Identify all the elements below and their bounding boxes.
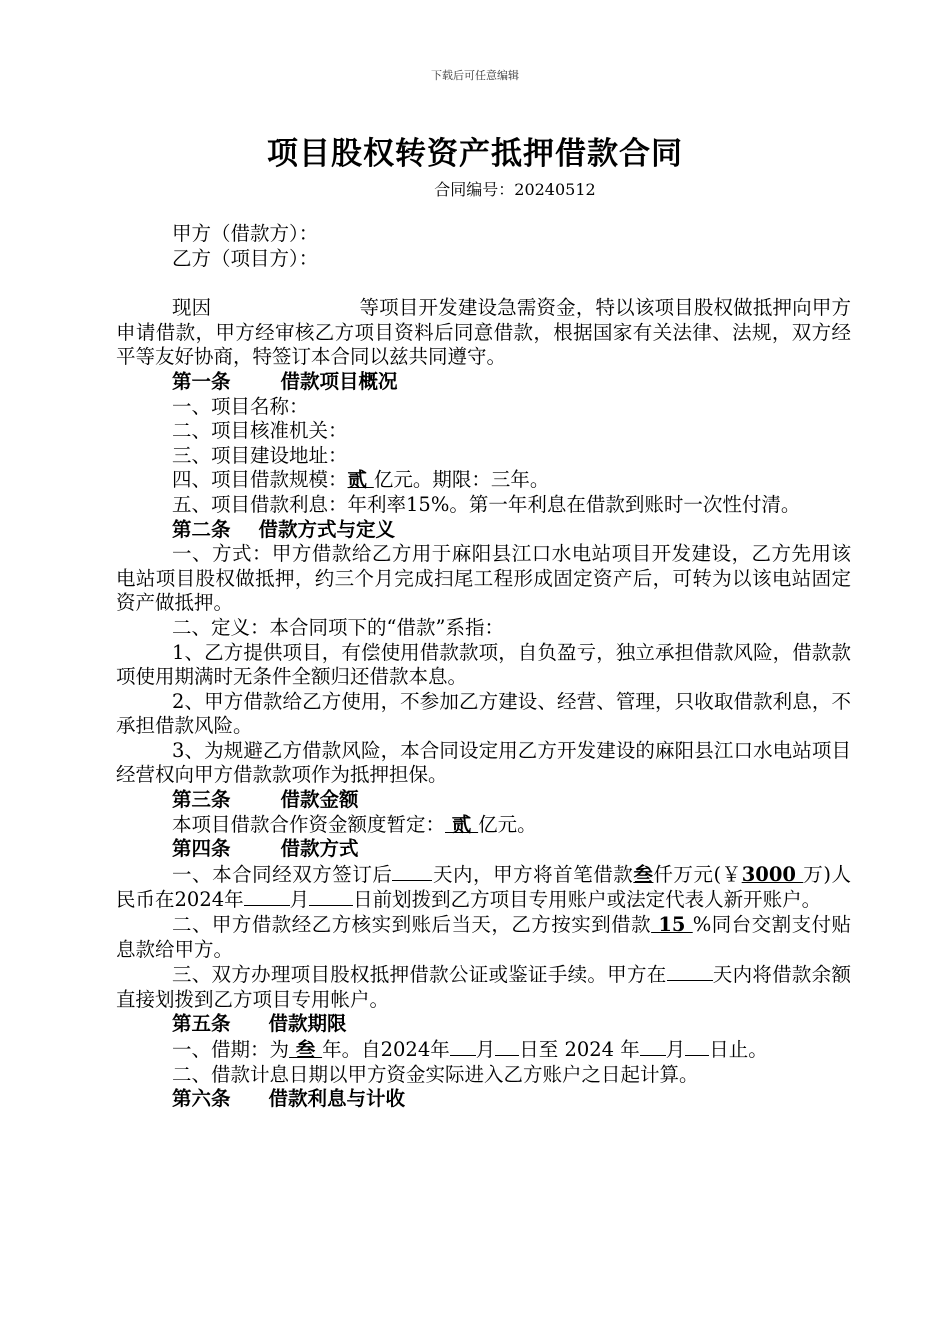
party-b-line: 乙方（项目方）：: [172, 246, 319, 270]
art2-item: 3、为规避乙方借款风险，本合同设定用乙方开发建设的麻阳县江口水电站项目经营权向甲方借款款项作为抵押担保。: [116, 738, 851, 787]
art5-para-2: 二、借款计息日期以甲方资金实际进入乙方账户之日起计算。: [172, 1062, 699, 1086]
article-6-heading: 第六条 借款利息与计收: [172, 1087, 406, 1111]
art2-item: 二、定义：本合同项下的“借款”系指：: [172, 615, 504, 639]
preamble: 现因 等项目开发建设急需资金，特以该项目股权做抵押向甲方申请借款，甲方经审核乙方项目资料后同意借款，根据国家有关法律、法规，双方经平等友好协商，特签订本合同以兹共同遵守。: [116, 296, 851, 369]
art2-item: 2、甲方借款给乙方使用，不参加乙方建设、经营、管理，只收取借款利息，不承担借款风险。: [116, 689, 851, 738]
article-1-heading: 第一条 借款项目概况: [172, 369, 398, 393]
contract-body: [116, 222, 851, 1112]
article-3-heading: 第三条 借款金额: [172, 788, 359, 812]
art4-para-2: 二、甲方借款经乙方核实到账后当天，乙方按实到借款 15 %同台交割支付贴息款给甲方。: [116, 913, 851, 961]
article-4-heading: 第四条 借款方式: [172, 837, 359, 861]
art4-para-3: 三、双方办理项目股权抵押借款公证或鉴证手续。甲方在 天内将借款余额直接划拨到乙方项目专用帐户。: [116, 963, 851, 1011]
art2-item: 1、乙方提供项目，有偿使用借款款项，自负盈亏，独立承担借款风险，借款款项使用期满时无条件全额归还借款本息。: [116, 640, 851, 689]
art1-interest: 五、项目借款利息：年利率15%。第一年利息在借款到账时一次性付清。: [172, 492, 801, 516]
party-a-line: 甲方（借款方）：: [172, 222, 319, 245]
art1-item: 一、项目名称：: [172, 394, 309, 418]
art3-text: 本项目借款合作资金额度暂定： 贰 亿元。: [172, 812, 537, 836]
art1-scale: 四、项目借款规模：贰 亿元。期限：三年。: [172, 468, 550, 492]
art1-item: 二、项目核准机关：: [172, 419, 348, 443]
art1-item: 三、项目建设地址：: [172, 443, 348, 467]
document-title: 项目股权转资产抵押借款合同: [267, 136, 683, 172]
art5-para-1: 一、借期：为 叁 年。自2024年 月 日至 2024 年 月 日止。: [172, 1038, 768, 1061]
article-5-heading: 第五条 借款期限: [172, 1012, 347, 1036]
contract-number: 合同编号：20240512: [434, 180, 596, 199]
article-2-heading: 第二条 借款方式与定义: [172, 517, 396, 541]
art2-item: 一、方式：甲方借款给乙方用于麻阳县江口水电站项目开发建设，乙方先用该电站项目股权做抵押，约三个月完成扫尾工程形成固定资产后，可转为以该电站固定资产做抵押。: [116, 542, 851, 615]
art4-para-1: 一、本合同经双方签订后 天内，甲方将首笔借款叁仟万元(￥3000 万)人民币在2024年 月 日前划拨到乙方项目专用账户或法定代表人新开账户。: [116, 862, 851, 912]
header-note: 下载后可任意编辑: [431, 69, 519, 82]
